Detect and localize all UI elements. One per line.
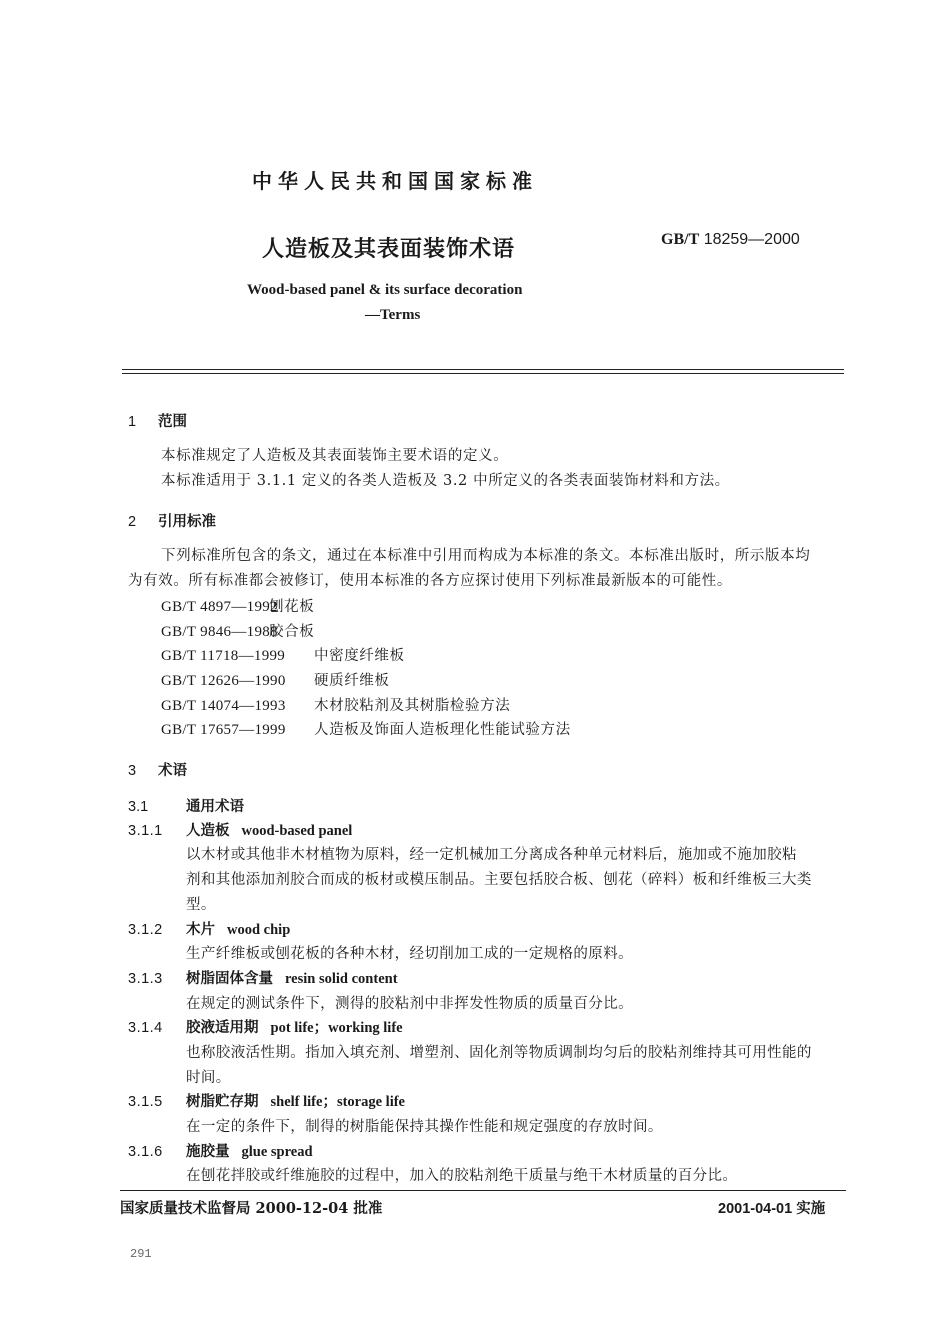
section-1-para-2: 本标准适用于 3.1.1 定义的各类人造板及 3.2 中所定义的各类表面装饰材料和方法。 xyxy=(161,473,730,489)
term-number: 3.1.3 xyxy=(128,971,163,987)
reference-item xyxy=(161,620,314,641)
term-entry xyxy=(128,819,352,840)
term-number: 3.1.6 xyxy=(128,1144,163,1160)
term-definition-line: 型。 xyxy=(186,897,216,913)
reference-title: 硬质纤维板 xyxy=(314,673,390,689)
section-1-title: 范围 xyxy=(158,413,187,430)
reference-item xyxy=(161,694,510,715)
standard-number xyxy=(661,231,800,249)
page-number: 291 xyxy=(130,1247,152,1261)
term-en: resin solid content xyxy=(285,971,398,987)
term-definition-line: 时间。 xyxy=(186,1070,231,1086)
term-definition-line: 剂和其他添加剂胶合而成的板材或模压制品。主要包括胶合板、刨花（碎料）板和纤维板三大类 xyxy=(186,872,812,888)
national-standard-heading: 中华人民共和国国家标准 xyxy=(252,169,538,193)
header-rule-bottom xyxy=(122,373,844,374)
reference-title: 刨花板 xyxy=(269,599,315,615)
term-entry xyxy=(128,918,290,939)
reference-item xyxy=(161,718,571,739)
reference-code: GB/T 17657—1999 xyxy=(161,722,286,738)
document-title-en-line2: —Terms xyxy=(365,307,421,323)
document-title-en-line1: Wood-based panel & its surface decoration xyxy=(247,282,523,298)
reference-title: 人造板及饰面人造板理化性能试验方法 xyxy=(314,722,571,738)
term-entry xyxy=(128,967,398,988)
section-1-number: 1 xyxy=(128,414,137,430)
reference-item xyxy=(161,644,405,665)
term-en: pot life；working life xyxy=(270,1020,403,1036)
section-2-number: 2 xyxy=(128,514,137,530)
section-1-para-1: 本标准规定了人造板及其表面装饰主要术语的定义。 xyxy=(161,448,509,464)
section-3-title: 术语 xyxy=(158,762,187,779)
term-cn: 施胶量 xyxy=(186,1143,230,1160)
subsection-number: 3.1 xyxy=(128,799,149,815)
standard-prefix: GB/T xyxy=(661,231,700,248)
reference-code: GB/T 9846—1988 xyxy=(161,624,278,640)
term-definition-line: 也称胶液活性期。指加入填充剂、增塑剂、固化剂等物质调制均匀后的胶粘剂维持其可用性能的 xyxy=(186,1045,812,1061)
implementation-date: 2001-04-01 实施 xyxy=(718,1201,826,1217)
reference-code: GB/T 14074—1993 xyxy=(161,698,286,714)
term-cn: 树脂固体含量 xyxy=(186,970,273,987)
approval-note: 国家质量技术监督局 2000-12-04 批准 xyxy=(120,1200,383,1217)
section-2-title: 引用标准 xyxy=(158,513,216,530)
section-2-para-line-2: 为有效。所有标准都会被修订，使用本标准的各方应探讨使用下列标准最新版本的可能性。 xyxy=(128,573,732,589)
section-3-number: 3 xyxy=(128,763,137,779)
reference-title: 木材胶粘剂及其树脂检验方法 xyxy=(314,698,511,714)
term-number: 3.1.1 xyxy=(128,823,163,839)
term-entry xyxy=(128,1016,403,1037)
reference-code: GB/T 11718—1999 xyxy=(161,648,286,664)
term-cn: 人造板 xyxy=(186,822,230,839)
term-en: shelf life；storage life xyxy=(270,1094,405,1110)
term-number: 3.1.5 xyxy=(128,1094,163,1110)
standard-number-value: 18259—2000 xyxy=(703,231,800,248)
section-2-para-line-1: 下列标准所包含的条文，通过在本标准中引用而构成为本标准的条文。本标准出版时，所示版本均 xyxy=(161,548,811,564)
term-en: glue spread xyxy=(241,1144,313,1160)
section-3-heading xyxy=(128,759,187,780)
term-entry xyxy=(128,1140,313,1161)
term-number: 3.1.4 xyxy=(128,1020,163,1036)
term-cn: 木片 xyxy=(186,921,215,938)
term-definition-line: 生产纤维板或刨花板的各种木材，经切削加工成的一定规格的原料。 xyxy=(186,946,633,962)
section-2-heading xyxy=(128,510,216,531)
subsection-3-1-heading xyxy=(128,795,244,816)
term-definition-line: 在一定的条件下，制得的树脂能保持其操作性能和规定强度的存放时间。 xyxy=(186,1119,663,1135)
document-title-cn: 人造板及其表面装饰术语 xyxy=(262,236,516,262)
section-1-heading xyxy=(128,410,187,431)
term-entry xyxy=(128,1090,405,1111)
term-en: wood chip xyxy=(227,922,291,938)
footer-rule xyxy=(120,1190,846,1191)
term-en: wood-based panel xyxy=(241,823,353,839)
reference-item xyxy=(161,595,314,616)
reference-code: GB/T 4897—1992 xyxy=(161,599,278,615)
reference-title: 中密度纤维板 xyxy=(314,648,405,664)
header-rule-top xyxy=(122,369,844,370)
term-definition-line: 在刨花拌胶或纤维施胶的过程中，加入的胶粘剂绝干质量与绝干木材质量的百分比。 xyxy=(186,1168,738,1184)
term-definition-line: 在规定的测试条件下，测得的胶粘剂中非挥发性物质的质量百分比。 xyxy=(186,996,633,1012)
term-cn: 胶液适用期 xyxy=(186,1019,259,1036)
reference-code: GB/T 12626—1990 xyxy=(161,673,286,689)
term-definition-line: 以木材或其他非木材植物为原料，经一定机械加工分离成各种单元材料后，施加或不施加胶粘 xyxy=(186,847,797,863)
reference-item xyxy=(161,669,390,690)
subsection-title: 通用术语 xyxy=(186,798,244,815)
term-cn: 树脂贮存期 xyxy=(186,1093,259,1110)
term-number: 3.1.2 xyxy=(128,922,163,938)
reference-title: 胶合板 xyxy=(269,624,315,640)
